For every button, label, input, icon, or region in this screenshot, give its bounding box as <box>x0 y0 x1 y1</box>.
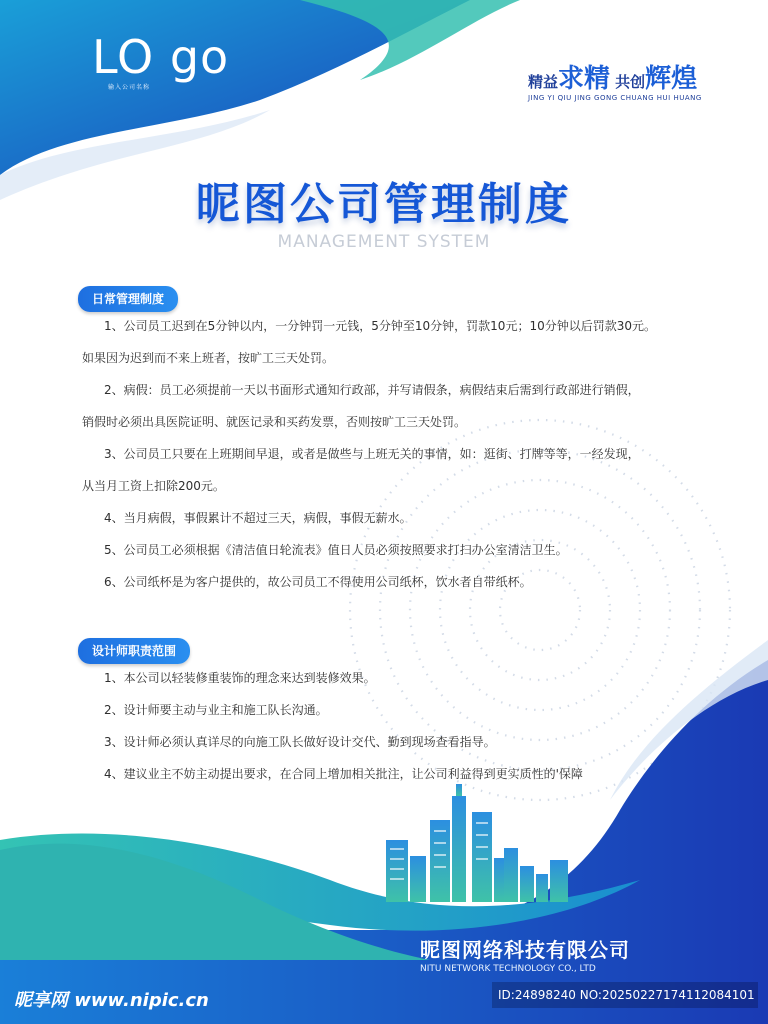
list-item: 2、设计师要主动与业主和施工队长沟通。 <box>104 703 328 717</box>
section-body-daily <box>82 310 732 598</box>
logo-subtext: 输入公司名称 <box>108 84 151 91</box>
list-item: 4、建议业主不妨主动提出要求，在合同上增加相关批注，让公司利益得到更实质性的'保障 <box>104 767 583 781</box>
list-item: 1、公司员工迟到在5分钟以内，一分钟罚一元钱，5分钟至10分钟，罚款10元；10分钟以后罚款30元。 <box>104 319 656 333</box>
watermark-site: 昵享网 www.nipic.cn <box>14 990 209 1011</box>
list-item: 6、公司纸杯是为客户提供的，故公司员工不得使用公司纸杯，饮水者自带纸杯。 <box>104 575 532 589</box>
slogan-part2: 求精 <box>558 64 611 94</box>
list-item: 3、设计师必须认真详尽的向施工队长做好设计交代、勤到现场查看指导。 <box>104 735 496 749</box>
slogan-pinyin: JING YI QIU JING GONG CHUANG HUI HUANG <box>528 94 702 102</box>
section-heading-designer: 设计师职责范围 <box>78 638 190 664</box>
slogan-part3: 共创 <box>615 73 646 91</box>
section-heading-daily: 日常管理制度 <box>78 286 178 312</box>
slogan-part1: 精益 <box>528 73 559 91</box>
page-title: 昵图公司管理制度 <box>196 179 572 230</box>
company-name-en: NITU NETWORK TECHNOLOGY CO., LTD <box>420 964 596 974</box>
slogan-part4: 辉煌 <box>645 64 698 94</box>
list-item: 2、病假：员工必须提前一天以书面形式通知行政部，并写请假条，病假结束后需到行政部进行销假， <box>104 383 640 397</box>
list-item: 从当月工资上扣除200元。 <box>82 479 225 493</box>
city-skyline <box>386 784 568 902</box>
list-item: 1、本公司以轻装修重装饰的理念来达到装修效果。 <box>104 671 376 685</box>
section-body-designer <box>82 662 732 790</box>
slogan <box>528 58 697 95</box>
list-item: 3、公司员工只要在上班期间早退，或者是做些与上班无关的事情，如：逛街、打牌等等，一经发现， <box>104 447 640 461</box>
watermark-id: ID:24898240 NO:20250227174112084101 <box>498 988 755 1002</box>
list-item: 销假时必须出具医院证明、就医记录和买药发票，否则按旷工三天处罚。 <box>82 415 467 429</box>
company-name: 昵图网络科技有限公司 <box>420 938 630 962</box>
list-item: 5、公司员工必须根据《清洁值日轮流表》值日人员必须按照要求打扫办公室清洁卫生。 <box>104 543 568 557</box>
list-item: 4、当月病假，事假累计不超过三天，病假，事假无薪水。 <box>104 511 412 525</box>
list-item: 如果因为迟到而不来上班者，按旷工三天处罚。 <box>82 351 335 365</box>
logo-text: LO go <box>92 30 230 84</box>
page-subtitle: MANAGEMENT SYSTEM <box>277 232 491 252</box>
